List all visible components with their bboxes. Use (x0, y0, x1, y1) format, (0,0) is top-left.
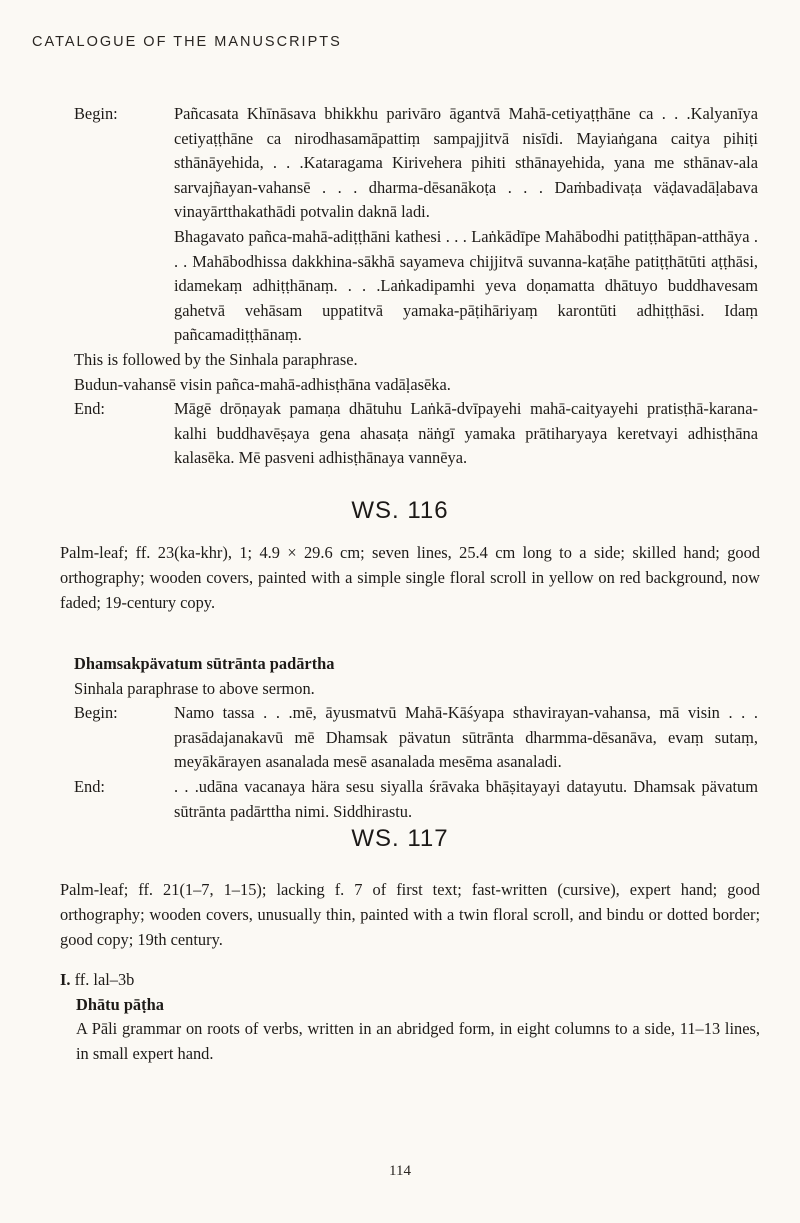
ws116-subtitle: Sinhala paraphrase to above sermon. (74, 678, 315, 698)
begin-row (74, 102, 758, 225)
end-row (74, 397, 758, 471)
ws117-item (60, 968, 760, 1066)
follow-paraphrase: Budun-vahansē visin pañca-mahā-adhisṭhāna vadāḷasēka. (74, 374, 451, 394)
ws116-entry (74, 652, 758, 824)
ws116-end-text: . . .udāna vacanaya hära sesu siyalla śrāvaka bhāṣitayayi datayutu. Dhamsak pävatum sūtrānta padārttha nimi. Siddhirastu. (174, 776, 758, 821)
item-number: I. (60, 970, 71, 989)
page-number: 114 (389, 1163, 411, 1179)
begin-text: Pañcasata Khīnāsava bhikkhu parivāro āgantvā Mahā-cetiyaṭṭhāne ca . . .Kalyanīya cetiyaṭṭhāne ca nirodhasamāpattiṃ sampajjitvā nisīdi. Mayiaṅgana caitya pihiṭi sthānāyehida, . . .Kataragama Kirivehera pihiti sthānayehida, yana me sthānav-ala sarvajñayan-vahansē . . . dharma-dēsanākoṭa . . . Daṁbadivaṭa väḍavadāḷabava vinayārtthakathādi potvalin daknā ladi. (174, 104, 758, 222)
ws116-begin-text: Namo tassa . . .mē, āyusmatvū Mahā-Kāśyapa sthavirayan-vahansa, mā visin . . . prasādajanakavū mē Dhamsak pävatun sūtrānta dharmma-dēsanāva, evaṃ sutaṃ, meyākārayen asanalada mesē asanalada mesēma asanaladi. (174, 703, 758, 772)
begin-label: Begin: (74, 104, 118, 123)
ws116-heading: WS. 116 (351, 497, 449, 524)
ws116-begin-row (74, 701, 758, 775)
end-text: Māgē drōṇayak pamaṇa dhātuhu Laṅkā-dvīpayehi mahā-caityayehi pratisṭhā-karana-kalhi buddhavēṣaya gena ahasaṭa näṅgī yamaka prātiharyaya keretvayi adhisṭhāna kalasēka. Mē pasveni adhisṭhānaya vannēya. (174, 399, 758, 468)
ws116-begin-label: Begin: (74, 703, 118, 723)
ws116-end-label: End: (74, 776, 105, 796)
item-folios: ff. lal–3b (74, 970, 135, 989)
entry-continuation (74, 102, 758, 471)
end-label: End: (74, 399, 105, 419)
item-description: A Pāli grammar on roots of verbs, written in an abridged form, in eight columns to a side, 11–13 lines, in small expert hand. (76, 1019, 760, 1063)
begin-text-continued: Bhagavato pañca-mahā-adiṭṭhāni kathesi . . . Laṅkādīpe Mahābodhi patiṭṭhāpan-atthāya . . . Mahābodhissa dakkhina-sākhā sayameva chijjitvā suvanna-kaṭāhe patiṭṭhātūti aṭṭhāsi, idamekaṃ adhiṭṭhānaṃ. . . .Laṅkadipamhi yeva doṇamatta dhātuyo buddhavesam gahetvā vehāsam uppatitvā yamaka-pāṭihāriyaṃ karontūti adhiṭṭhāsi. Idaṃ pañcamadiṭṭhānaṃ. (174, 226, 758, 345)
running-head: CATALOGUE OF THE MANUSCRIPTS (32, 34, 342, 50)
ws117-heading: WS. 117 (351, 825, 449, 852)
follow-note: This is followed by the Sinhala paraphrase. (74, 349, 358, 369)
ws117-item-heading (60, 968, 760, 993)
ws117-description: Palm-leaf; ff. 21(1–7, 1–15); lacking f. 7 of first text; fast-written (cursive), expert hand; good orthography; wooden covers, unusually thin, painted with a twin floral scroll, and bindu or dotted border; good copy; 19th century. (60, 880, 760, 949)
ws116-end-row (74, 775, 758, 824)
ws116-description: Palm-leaf; ff. 23(ka-khr), 1; 4.9 × 29.6 cm; seven lines, 25.4 cm long to a side; skilled hand; good orthography; wooden covers, painted with a simple single floral scroll in yellow on red background, now faded; 19-century copy. (60, 543, 760, 612)
ws116-title: Dhamsakpävatum sūtrānta padārtha (74, 654, 335, 673)
item-title: Dhātu pāṭha (76, 994, 164, 1014)
